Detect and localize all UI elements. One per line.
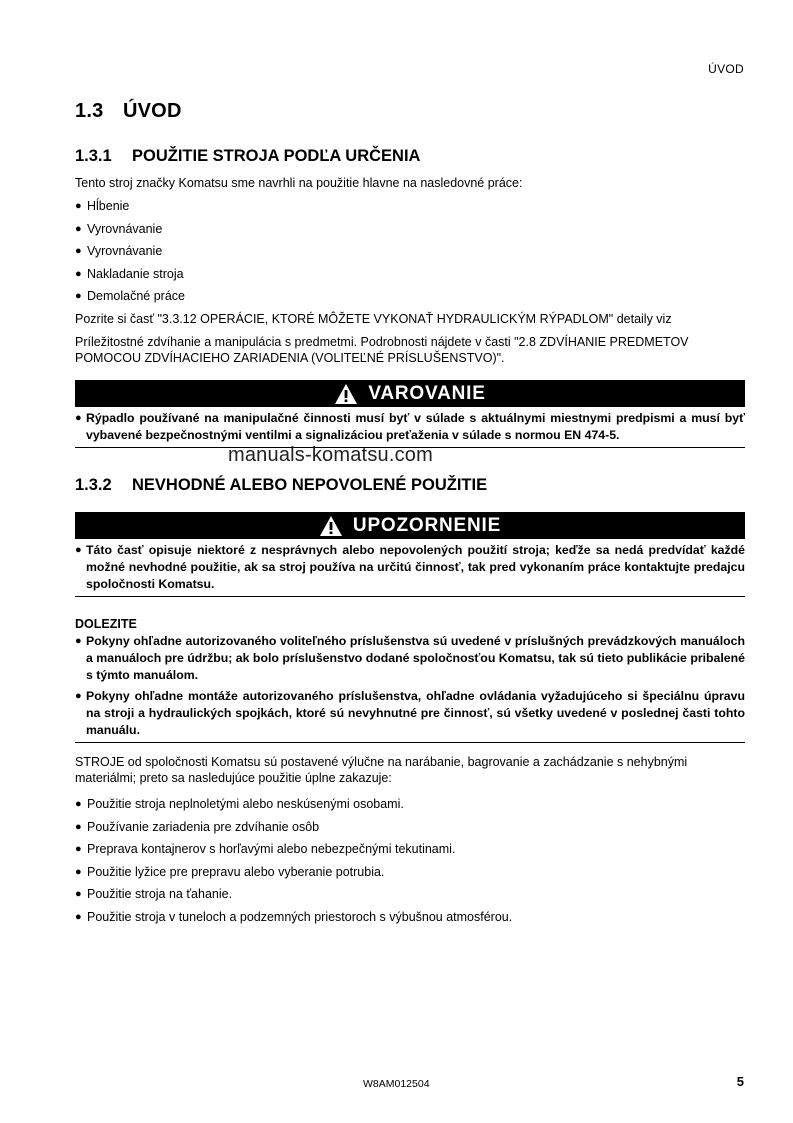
subsection-number: 1.3.1 <box>75 147 112 165</box>
warning-banner <box>75 380 745 407</box>
list-item: ● Použitie stroja neplnoletými alebo neskúsenými osobami. <box>75 794 745 817</box>
subsection-title: NEVHODNÉ ALEBO NEPOVOLENÉ POUŽITIE <box>132 476 488 494</box>
caution-banner <box>75 512 745 539</box>
list-item: ● Demolačné práce <box>75 286 745 309</box>
list-item: ● Používanie zariadenia pre zdvíhanie osôb <box>75 817 745 840</box>
list-item: ● Použitie stroja v tuneloch a podzemných priestoroch s výbušnou atmosférou. <box>75 907 745 930</box>
divider <box>75 596 745 597</box>
document-code: W8AM012504 <box>363 1078 430 1090</box>
section-heading <box>75 100 182 123</box>
bullet-icon: ● <box>75 910 82 923</box>
divider <box>75 742 745 743</box>
subsection-heading-2 <box>75 476 487 495</box>
important-item-1: ● Pokyny ohľadne autorizovaného voliteľného príslušenstva sú uvedené v príslušných prevádzkových manuáloch a manuáloch pre údržbu; ak bolo príslušenstvo dodané spoločnosťou Komatsu, tak sú tieto publikácie pribalené s týmto manuálom. <box>75 634 745 682</box>
list-item: ● Použitie stroja na ťahanie. <box>75 884 745 907</box>
bullet-icon: ● <box>75 888 82 901</box>
section-number: 1.3 <box>75 100 104 122</box>
subsection-heading-1 <box>75 147 420 166</box>
important-title: DOLEZITE <box>75 617 137 631</box>
bullet-icon: ● <box>75 865 82 878</box>
bullet-icon: ● <box>75 820 82 833</box>
bullet-icon: ● <box>75 412 82 424</box>
list-item: ● Vyrovnávanie <box>75 219 745 242</box>
bullet-icon: ● <box>75 635 82 647</box>
warning-text: ● Rýpadlo používané na manipulačné činnosti musí byť v súlade s aktuálnymi miestnymi predpismi a musí byť vybavené bezpečnostnými ventilmi a signalizáciou preťaženia v súlade s normou EN 474-5. <box>75 411 745 442</box>
caution-label: UPOZORNENIE <box>352 514 502 536</box>
reference-paragraph-2-line2: POMOCOU ZDVÍHACIEHO ZARIADENIA (VOLITEĽNÉ PRÍSLUŠENSTVO)". <box>75 351 505 365</box>
list-item: ● Preprava kontajnerov s horľavými alebo nebezpečnými tekutinami. <box>75 839 745 862</box>
intro-paragraph: Tento stroj značky Komatsu sme navrhli na použitie hlavne na nasledovné práce: <box>75 176 523 190</box>
subsection-number: 1.3.2 <box>75 476 112 494</box>
watermark: manuals-komatsu.com <box>228 444 433 466</box>
bullet-icon: ● <box>75 544 82 556</box>
list-item: ● Nakladanie stroja <box>75 264 745 287</box>
warning-triangle-icon <box>319 515 343 537</box>
reference-paragraph-1: Pozrite si časť "3.3.12 OPERÁCIE, KTORÉ MÔŽETE VYKONAŤ HYDRAULICKÝM RÝPADLOM" detaily viz <box>75 312 672 326</box>
section-title: ÚVOD <box>123 100 182 122</box>
page-number: 5 <box>736 1074 744 1089</box>
bullet-icon: ● <box>75 200 82 212</box>
list-item: ● Vyrovnávanie <box>75 241 745 264</box>
prohibited-intro-line1: STROJE od spoločnosti Komatsu sú postavené výlučne na narábanie, bagrovanie a zachádzanie s nehybnými <box>75 755 688 769</box>
bullet-icon: ● <box>75 267 82 280</box>
list-item: ● Hĺbenie <box>75 196 745 219</box>
bullet-icon: ● <box>75 245 82 258</box>
warning-label: VAROVANIE <box>368 382 486 404</box>
bullet-icon: ● <box>75 290 82 303</box>
bullet-icon: ● <box>75 690 82 702</box>
intended-use-list <box>75 196 745 309</box>
bullet-icon: ● <box>75 222 82 235</box>
list-item: ● Použitie lyžice pre prepravu alebo vyberanie potrubia. <box>75 862 745 885</box>
bullet-icon: ● <box>75 843 82 856</box>
subsection-title: POUŽITIE STROJA PODĽA URČENIA <box>132 147 421 165</box>
caution-text: ● Táto časť opisuje niektoré z nesprávnych alebo nepovolených použití stroja; keďže sa nedá predvídať každé možné nevhodné použitie, ak sa stroj používa na určitú činnosť, tak pred vykonaním práce kontaktujte predajcu spoločnosti Komatsu. <box>75 543 745 591</box>
prohibited-use-list <box>75 794 745 930</box>
reference-paragraph-2-line1: Príležitostné zdvíhanie a manipulácia s predmetmi. Podrobnosti nájdete v časti "2.8 ZDVÍHANIE PREDMETOV <box>75 335 689 349</box>
bullet-icon: ● <box>75 798 82 810</box>
prohibited-intro-line2: materiálmi; preto sa nasledujúce použitie úplne zakazuje: <box>75 771 392 785</box>
running-header: ÚVOD <box>708 62 744 76</box>
warning-triangle-icon <box>334 383 358 405</box>
important-item-2: ● Pokyny ohľadne montáže autorizovaného príslušenstva, ohľadne ovládania vyžadujúceho si špeciálnu úpravu na stroji a hydraulických spojkách, ktoré sú nevyhnutné pre činnosť, sú všetky uvedené v poslednej časti tohto manuálu. <box>75 689 745 737</box>
